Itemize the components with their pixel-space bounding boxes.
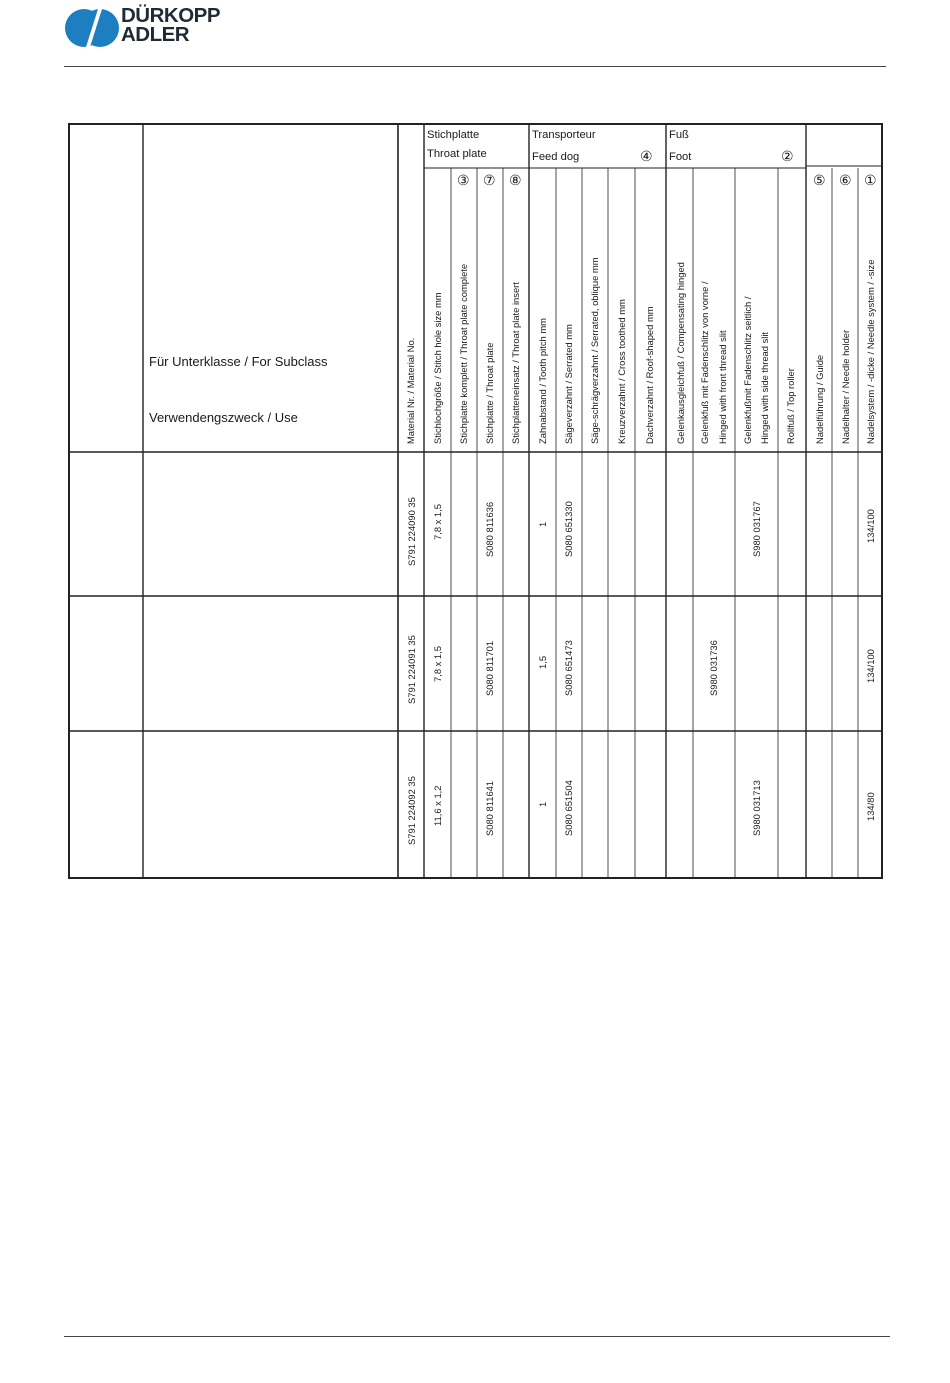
row3-needle: 134/80 <box>865 792 876 821</box>
brand-line-2: ADLER <box>121 22 190 46</box>
row2-foot: S980 031736 <box>708 640 719 696</box>
row2-plate: S080 811701 <box>484 640 495 696</box>
foot-number: ② <box>781 148 794 164</box>
feed-dog-number: ④ <box>640 148 653 164</box>
front-slit-col-header-1: Gelenkfuß mit Fadenschlitz von vorne / <box>699 281 710 444</box>
plate-complete-number: ③ <box>457 172 470 188</box>
top-roller-col-header: Rollfuß / Top roller <box>785 368 796 444</box>
foot-group-en: Foot <box>669 151 692 163</box>
feed-dog-group-de: Transporteur <box>532 129 596 141</box>
needle-holder-number: ⑥ <box>839 172 852 188</box>
serrated-oblique-col-header: Säge-schrägverzahnt / Serrated, oblique mm <box>589 257 600 444</box>
row2-needle: 134/100 <box>865 649 876 683</box>
brand-line-1: DÜRKOPP <box>121 4 221 27</box>
plate-insert-number: ⑧ <box>509 172 522 188</box>
use-label: Verwendengszweck / Use <box>149 410 298 425</box>
row2-material: S791 224091 35 <box>406 635 417 704</box>
needle-system-col-header: Nadelsystem / -dicke / Needle system / -size <box>865 259 876 444</box>
foot-group-de: Fuß <box>669 129 689 141</box>
compensating-col-header: Gelenkausgleichfuß / Compensating hinged <box>675 262 686 444</box>
subclass-label: Für Unterklasse / For Subclass <box>149 354 328 369</box>
row3-foot: S980 031713 <box>751 780 762 836</box>
plate-number: ⑦ <box>483 172 496 188</box>
row1-serrated: S080 651330 <box>563 501 574 557</box>
guide-number: ⑤ <box>813 172 826 188</box>
row2-stitch-hole: 7,8 x 1,5 <box>432 646 443 682</box>
throat-plate-group-de: Stichplatte <box>427 129 480 141</box>
throat-plate-group-en: Throat plate <box>427 148 487 160</box>
row3-plate: S080 811641 <box>484 780 495 836</box>
feed-dog-group-en: Feed dog <box>532 151 580 163</box>
side-slit-col-header-1: Gelenkfußmit Fadenschlitz seitlich / <box>742 296 753 444</box>
row1-stitch-hole: 7,8 x 1,5 <box>432 504 443 540</box>
row3-material: S791 224092 35 <box>406 776 417 845</box>
needle-system-number: ① <box>864 172 877 188</box>
roof-shaped-col-header: Dachverzahnt / Roof-shaped mm <box>644 306 655 444</box>
side-slit-col-header-2: Hinged with side thread slit <box>759 331 770 444</box>
cross-toothed-col-header: Kreuzverzahnt / Cross toothed mm <box>616 299 627 444</box>
material-col-header: Material Nr. / Material No. <box>405 337 416 444</box>
row2-serrated: S080 651473 <box>563 640 574 696</box>
plate-insert-col-header: Stichplatteneinsatz / Throat plate insert <box>510 282 521 444</box>
guide-col-header: Nadelführung / Guide <box>814 354 825 444</box>
needle-holder-col-header: Nadelhalter / Needle holder <box>840 329 851 444</box>
row1-tooth-pitch: 1 <box>537 521 548 527</box>
serrated-col-header: Sägeverzahnt / Serrated mm <box>563 324 574 444</box>
row1-needle: 134/100 <box>865 509 876 543</box>
plate-complete-col-header: Stichplatte komplett / Throat plate complete <box>458 263 469 444</box>
row1-material: S791 224090 35 <box>406 497 417 566</box>
tooth-pitch-col-header: Zahnabstand / Tooth pitch mm <box>537 318 548 444</box>
row2-tooth-pitch: 1,5 <box>537 655 548 669</box>
row1-plate: S080 811636 <box>484 501 495 557</box>
row3-stitch-hole: 11,6 x 1,2 <box>432 785 443 826</box>
row3-serrated: S080 651504 <box>563 780 574 836</box>
row1-foot: S980 031767 <box>751 501 762 557</box>
stitch-hole-col-header: Stichlochgröße / Stitch hole size mm <box>432 292 443 444</box>
plate-col-header: Stichplatte / Throat plate <box>484 342 495 444</box>
front-slit-col-header-2: Hinged with front thread slit <box>717 330 728 444</box>
row3-tooth-pitch: 1 <box>537 801 548 807</box>
